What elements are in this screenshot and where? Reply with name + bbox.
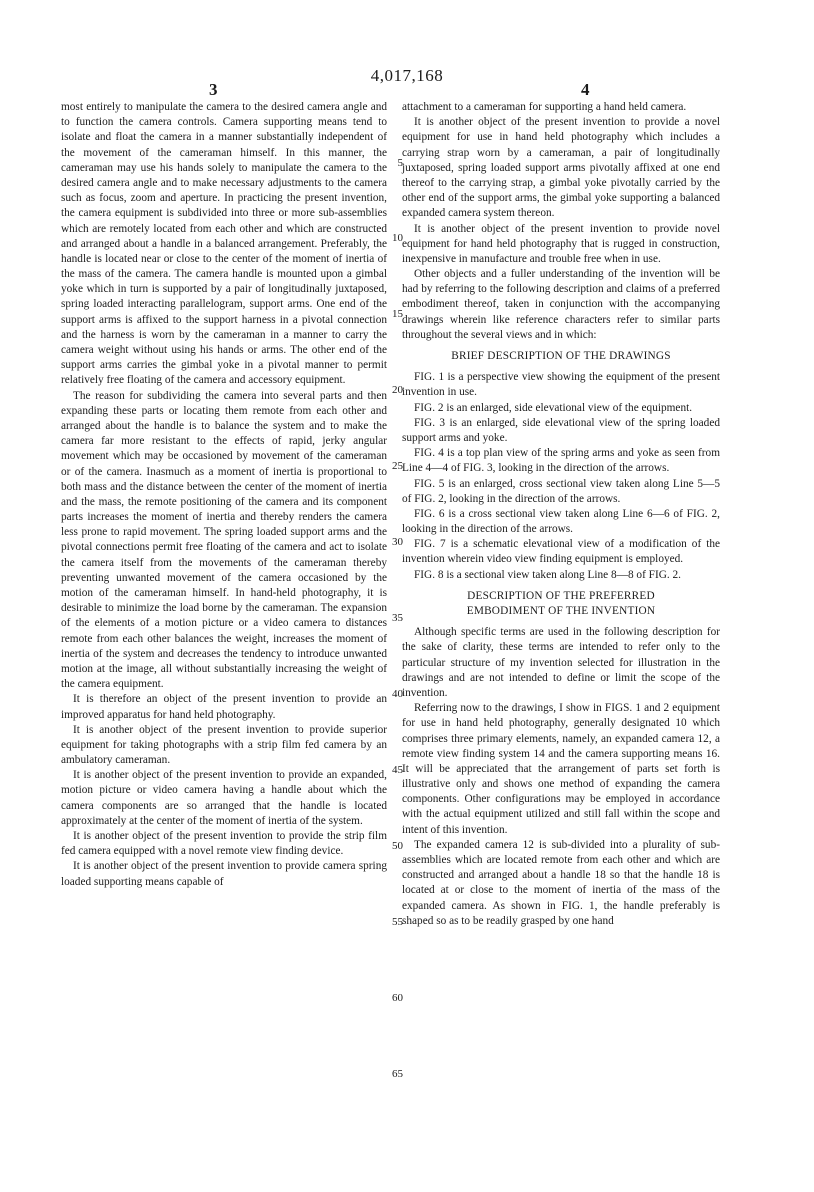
line-number: 65 (392, 1068, 403, 1080)
figure-description: FIG. 5 is an enlarged, cross sectional view taken along Line 5—5 of FIG. 2, looking in the direction of the arrows. (402, 477, 720, 505)
paragraph: most entirely to manipulate the camera to the desired camera angle and to function the camera controls. Camera supporting means tend to isolate and float the camera in a manner substantially independent of the movement of the cameraman himself. In this manner, the cameraman may use his hands solely to manipulate the camera to the desired camera angle and to make necessary adjustments to the camera such as focus, zoom and aperture. In practicing the present invention, the camera equipment is subdivided into three or more sub-assemblies which are remotely located from each other and which are constructed and arranged about a handle in a balanced arrangement. Preferably, the handle is located near or close to the center of the moment of inertia of the mass of the camera. The camera handle is mounted upon a gimbal yoke which in turn is supported by a pair of longitudinally juxtaposed, spring loaded interacting parallelogram, support arms. One end of the support arms is affixed to the support harness in a pivotal connection and the harness is worn by the cameraman in a manner to carry the camera weight without using his hands or arms. The other end of the support arms carries the gimbal yoke in a pivotal manner to permit relatively free floating of the camera and accessory equipment. (61, 101, 387, 387)
section-heading: DESCRIPTION OF THE PREFERRED EMBODIMENT OF THE INVENTION (466, 589, 656, 617)
paragraph: It is another object of the present invention to provide camera spring loaded supporting means capable of (61, 860, 387, 888)
paragraph: Other objects and a fuller understanding of the invention will be had by referring to the following description and claims of a preferred embodiment thereof, taken in conjunction with the accompanying drawings wherein like reference characters refer to similar parts throughout the several views and in which: (402, 268, 720, 341)
line-number: 30 (392, 536, 403, 548)
line-number: 50 (392, 840, 403, 852)
left-column (61, 100, 387, 890)
line-number: 35 (392, 612, 403, 624)
figure-description: FIG. 7 is a schematic elevational view of a modification of the invention wherein video view finding equipment is employed. (402, 538, 720, 566)
line-number: 20 (392, 384, 403, 396)
left-column-number: 3 (209, 80, 218, 99)
paragraph: attachment to a cameraman for supporting a hand held camera. (402, 101, 687, 113)
figure-description: FIG. 4 is a top plan view of the spring arms and yoke as seen from Line 4—4 of FIG. 3, looking in the direction of the arrows. (402, 447, 720, 475)
line-number: 45 (392, 764, 403, 776)
paragraph: It is another object of the present invention to provide the strip film fed camera equipped with a novel remote view finding device. (61, 830, 387, 858)
paragraph: It is another object of the present invention to provide a novel equipment for use in hand held photography which includes a carrying strap worn by a cameraman, a pair of longitudinally juxtaposed, spring loaded support arms pivotally affixed at one end thereof to the carrying strap, a gimbal yoke pivotally carried by the other end of the support arms, the gimbal yoke supporting a balanced expanded camera system thereon. (402, 116, 720, 220)
figure-description: FIG. 6 is a cross sectional view taken along Line 6—6 of FIG. 2, looking in the direction of the arrows. (402, 507, 720, 536)
paragraph: The expanded camera 12 is sub-divided into a plurality of sub-assemblies which are located remote from each other and which are constructed and arranged about a handle 18 so that the handle 18 is located at or close to the moment of inertia of the mass of the expanded camera. As shown in FIG. 1, the handle preferably is shaped so as to be readily grasped by one hand (402, 838, 720, 927)
figure-description: FIG. 3 is an enlarged, side elevational view of the spring loaded support arms and yoke. (402, 416, 720, 444)
line-number: 15 (392, 308, 403, 320)
paragraph: It is another object of the present invention to provide an expanded, motion picture or video camera having a handle about which the camera components are so arranged that the handle is located approximately at the center of the moment of inertia of the system. (61, 769, 387, 827)
line-number: 55 (392, 916, 403, 928)
figure-description: FIG. 2 is an enlarged, side elevational view of the equipment. (414, 401, 693, 414)
section-heading: BRIEF DESCRIPTION OF THE DRAWINGS (451, 350, 671, 362)
patent-number: 4,017,168 (370, 66, 444, 85)
right-column (402, 100, 720, 929)
right-column-number: 4 (581, 80, 590, 99)
paragraph: It is therefore an object of the present invention to provide an improved apparatus for hand held photography. (61, 693, 387, 721)
paragraph: It is another object of the present invention to provide superior equipment for taking photographs with a strip film fed camera by an ambulatory cameraman. (61, 723, 387, 767)
line-numbers (379, 0, 403, 1192)
line-number: 5 (397, 157, 403, 169)
figure-description: FIG. 1 is a perspective view showing the equipment of the present invention in use. (402, 371, 720, 399)
paragraph: Referring now to the drawings, I show in FIGS. 1 and 2 equipment for use in hand held photography, generally designated 10 which comprises three primary elements, namely, an expanded camera 12, a remote view finding system 14 and the camera supporting means 16. It will be appreciated that the arrangement of parts set forth is illustrative only and shows one method of expanding the camera components. Other configurations may be employed in accordance with the actual equipment utilized and still fall within the scope and intent of this invention. (402, 702, 720, 836)
paragraph: Although specific terms are used in the following description for the sake of clarity, these terms are intended to refer only to the particular structure of my invention selected for illustration in the drawings and are not intended to define or limit the scope of the invention. (402, 626, 720, 699)
paragraph: The reason for subdividing the camera into several parts and then expanding these parts or locating them remote from each other and arranged about the handle is to balance the system and to make the camera far more resistant to the effects of rapid, jerky angular movement which may be occasioned by movement of the cameraman or of the camera. Inasmuch as a moment of inertia is proportional to both mass and the distance between the center of the moment of inertia and the mass, the remote positioning of the camera and its component parts increases the moment of inertia and thereby renders the camera less prone to rapid movement. The spring loaded support arms and the pivotal connections permit free floating of the camera and act to isolate the camera itself from the movements of the cameraman thereby preventing unwanted movement of the camera occasioned by the motion of the cameraman himself. In hand-held photography, it is desirable to minimize the load borne by the cameraman. The expansion of the elements of a motion picture or a video camera to distances remote from each other balances the weight, increases the moment of inertia of the system and decreases the tendency to introduce unwanted motion at the image, all without substantially increasing the weight of the camera equipment. (61, 389, 387, 691)
line-number: 40 (392, 688, 403, 700)
paragraph: It is another object of the present invention to provide novel equipment for hand held photography that is rugged in construction, inexpensive in manufacture and trouble free when in use. (402, 222, 720, 265)
line-number: 25 (392, 460, 403, 472)
line-number: 60 (392, 992, 403, 1004)
line-number: 10 (392, 232, 403, 244)
figure-description: FIG. 8 is a sectional view taken along Line 8—8 of FIG. 2. (414, 568, 681, 581)
